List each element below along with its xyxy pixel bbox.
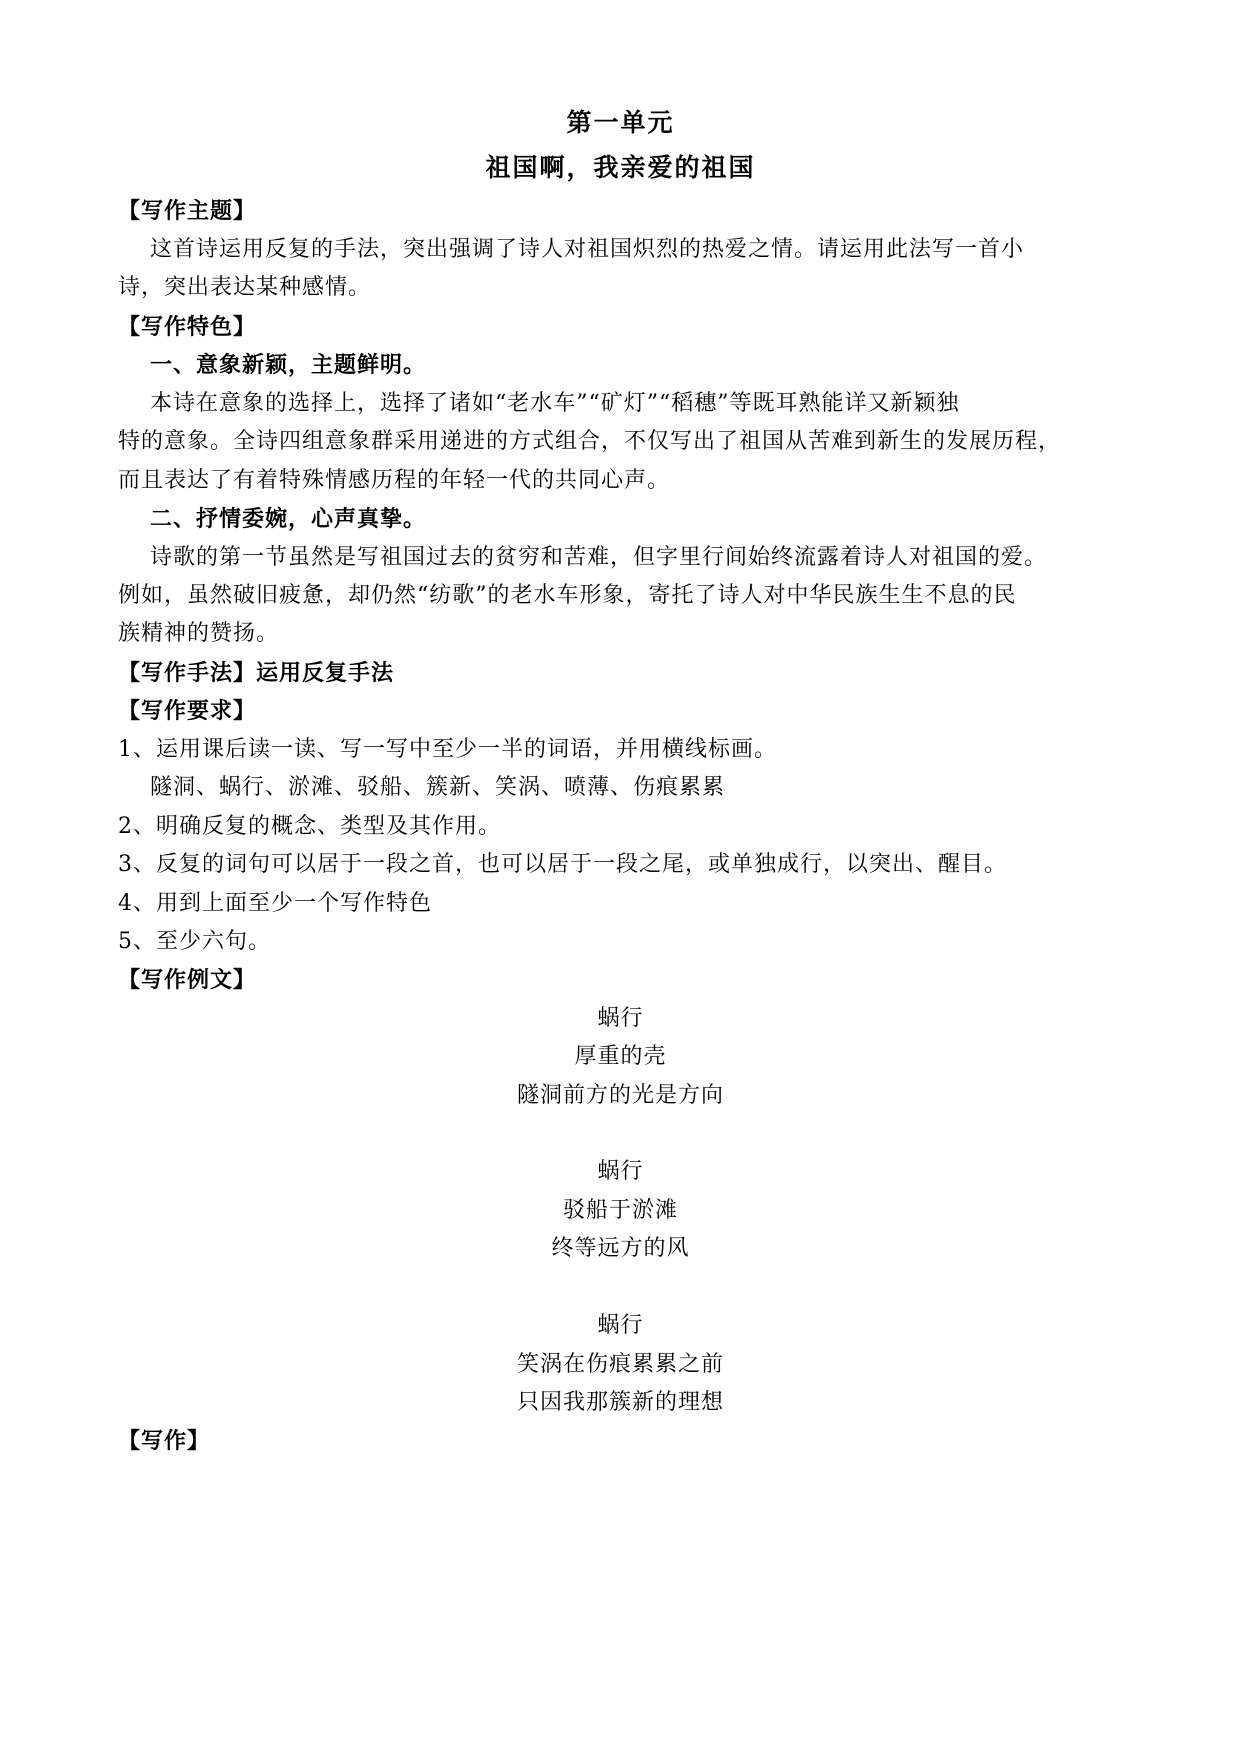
poem-stanza-2-line-3: 终等远方的风: [551, 1236, 690, 1261]
example-heading: 【写作例文】: [118, 967, 257, 993]
method-row: [118, 658, 394, 689]
poem-stanza-2-line-2: 驳船于淤滩: [562, 1198, 678, 1223]
feature-2-line-2: 例如，虽然破旧疲惫，却仍然“纺歌”的老水车形象，寄托了诗人对中华民族生生不息的民: [118, 583, 1017, 608]
poem-stanza-2-line-1: 蜗行: [597, 1159, 644, 1184]
feature-2-line-3: 族精神的赞扬。: [118, 621, 280, 646]
requirement-2: 2、明确反复的概念、类型及其作用。: [118, 814, 501, 839]
feature-2-title: 二、抒情委婉，心声真挚。: [150, 506, 427, 532]
poem-stanza-1-line-2: 厚重的壳: [574, 1044, 667, 1069]
requirements-heading: 【写作要求】: [118, 698, 257, 724]
writing-heading: 【写作】: [118, 1428, 211, 1454]
poem-stanza-1-line-1: 蜗行: [597, 1006, 644, 1031]
method-text: 运用反复手法: [256, 660, 395, 686]
method-heading: 【写作手法】: [118, 660, 257, 686]
requirement-5: 5、至少六句。: [118, 929, 271, 954]
features-heading: 【写作特色】: [118, 314, 257, 340]
theme-line-2: 诗，突出表达某种感情。: [118, 275, 372, 300]
requirement-4: 4、用到上面至少一个写作特色: [118, 891, 432, 916]
poem-stanza-3-line-3: 只因我那簇新的理想: [516, 1390, 724, 1415]
poem-stanza-3-line-2: 笑涡在伤痕累累之前: [516, 1352, 724, 1377]
feature-1-title: 一、意象新颖，主题鲜明。: [150, 352, 427, 378]
unit-title: 第一单元: [566, 108, 675, 137]
lesson-title: 祖国啊，我亲爱的祖国: [485, 153, 756, 182]
feature-1-line-3: 而且表达了有着特殊情感历程的年轻一代的共同心声。: [118, 468, 671, 493]
feature-1-line-1: 本诗在意象的选择上，选择了诸如“老水车”“矿灯”“稻穗”等既耳熟能详又新颖独: [150, 391, 960, 416]
requirement-1: 1、运用课后读一读、写一写中至少一半的词语，并用横线标画。: [118, 737, 777, 762]
theme-heading: 【写作主题】: [118, 198, 257, 224]
requirement-1-words: 隧洞、蜗行、淤滩、驳船、簇新、笑涡、喷薄、伤痕累累: [150, 775, 726, 800]
feature-1-line-2: 特的意象。全诗四组意象群采用递进的方式组合，不仅写出了祖国从苦难到新生的发展历程，: [118, 429, 1062, 454]
poem-stanza-3-line-1: 蜗行: [597, 1313, 644, 1338]
poem-stanza-1-line-3: 隧洞前方的光是方向: [516, 1083, 724, 1108]
theme-line-1: 这首诗运用反复的手法，突出强调了诗人对祖国炽烈的热爱之情。请运用此法写一首小: [150, 237, 1025, 262]
requirement-3: 3、反复的词句可以居于一段之首，也可以居于一段之尾，或单独成行，以突出、醒目。: [118, 852, 1007, 877]
feature-2-line-1: 诗歌的第一节虽然是写祖国过去的贫穷和苦难，但字里行间始终流露着诗人对祖国的爱。: [150, 545, 1048, 570]
